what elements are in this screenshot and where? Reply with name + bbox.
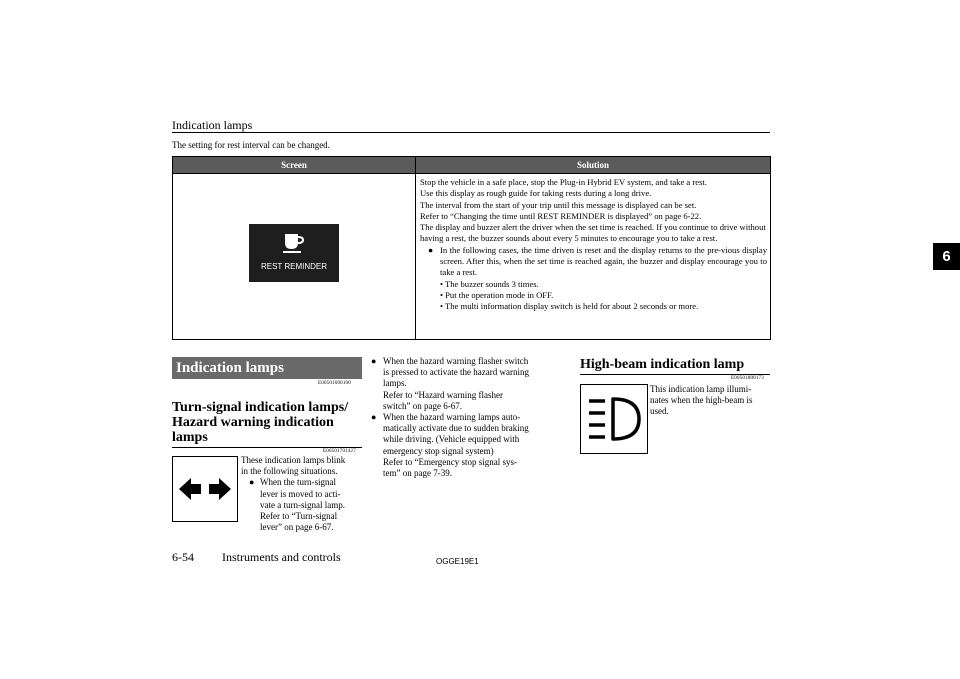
bullet-dot-icon: ●: [371, 412, 377, 423]
bullet-dot-icon: ●: [371, 356, 377, 366]
text-line: When the hazard warning lamps auto-: [383, 412, 521, 423]
solution-paragraph: Stop the vehicle in a safe place, stop the Plug-in Hybrid EV system, and take a rest.: [420, 177, 707, 187]
hazard-bullet: [371, 412, 567, 479]
text-line: This indication lamp illumi-: [650, 384, 752, 394]
text-line: lamps.: [383, 378, 407, 389]
high-beam-headlamp-icon: [581, 385, 647, 453]
text-line: is pressed to activate the hazard warning: [383, 367, 529, 378]
column-header-solution: Solution: [416, 157, 771, 174]
solution-cell: [416, 174, 771, 340]
rest-reminder-label: REST REMINDER: [260, 262, 328, 271]
page-number: 6-54: [172, 550, 194, 564]
solution-paragraph: Use this display as rough guide for taking rests during a long drive.: [420, 188, 652, 199]
solution-paragraph: Refer to “Changing the time until REST REMINDER is displayed” on page 6-22.: [420, 210, 702, 221]
solution-paragraph: The interval from the start of your trip until this message is displayed can be set.: [420, 199, 697, 210]
coffee-cup-icon: [282, 230, 306, 258]
text-line: Refer to “Emergency stop signal sys-: [383, 456, 518, 467]
solution-paragraph: The display and buzzer alert the driver when the set time is reached. If you continue to drive without having a rest, the buzzer sounds about every 5 minutes to encourage you to take a rest.: [420, 222, 766, 244]
text-line: used.: [650, 406, 669, 417]
heading-rule: [580, 374, 770, 375]
high-beam-heading: High-beam indication lamp: [580, 357, 745, 372]
rest-reminder-display: [249, 224, 339, 282]
turn-signal-heading: [172, 400, 348, 445]
column-header-screen: Screen: [173, 157, 416, 174]
heading-rule: [172, 447, 362, 448]
running-header: Indication lamps: [172, 118, 253, 132]
section-code: E00501600100: [318, 381, 351, 386]
turn-signal-icon-box: [172, 456, 238, 522]
text-line: switch” on page 6-67.: [383, 400, 462, 411]
heading-line: Hazard warning indication: [172, 415, 334, 430]
text-line: while driving. (Vehicle equipped with: [383, 434, 520, 445]
text-line: When the hazard warning flasher switch: [383, 356, 529, 366]
rest-reminder-table: [172, 156, 771, 340]
high-beam-icon-box: [580, 384, 648, 454]
text-line: These indication lamps blink: [241, 455, 346, 465]
turn-signal-bullet: [241, 477, 363, 533]
bullet-dot-icon: ●: [249, 477, 255, 488]
text-line: lever is moved to acti-: [260, 488, 341, 499]
text-line: Refer to “Turn-signal: [260, 511, 338, 522]
solution-sub-item: • Put the operation mode in OFF.: [440, 289, 554, 300]
footer-section-title: Instruments and controls: [222, 550, 341, 564]
high-beam-text: [650, 384, 771, 418]
bullet-dot-icon: ●: [428, 244, 434, 255]
heading-line: lamps: [172, 430, 208, 445]
solution-bullet-text: In the following cases, the time driven is reset and the display returns to the pre-vious display screen. After this, when the set time is reached again, the buzzer and display encourage you to take a rest.: [440, 244, 767, 278]
text-line: When the turn-signal: [260, 477, 336, 488]
solution-sub-item: • The buzzer sounds 3 times.: [440, 278, 539, 289]
text-line: emergency stop signal system): [383, 445, 494, 456]
document-code: OGGE19E1: [436, 557, 479, 566]
turn-signal-arrows-icon: [173, 457, 237, 521]
text-line: vate a turn-signal lamp.: [260, 499, 345, 510]
text-line: in the following situations.: [241, 466, 338, 477]
text-line: Refer to “Hazard warning flasher: [383, 389, 503, 400]
text-line: lever” on page 6-67.: [260, 522, 334, 533]
heading-line: Turn-signal indication lamps/: [172, 400, 349, 415]
solution-bullet: [420, 245, 767, 279]
turn-signal-text: [241, 455, 363, 533]
screen-cell: [173, 174, 416, 340]
intro-text: The setting for rest interval can be changed.: [172, 140, 330, 150]
header-rule: [172, 132, 770, 133]
high-beam-code: E00501800173: [731, 376, 764, 381]
turn-signal-code: E00501701427: [323, 449, 356, 454]
solution-sub-item: • The multi information display switch is held for about 2 seconds or more.: [440, 301, 699, 312]
hazard-text: [371, 356, 567, 479]
hazard-bullet: [371, 356, 567, 412]
section-title-bar: Indication lamps: [172, 357, 362, 379]
text-line: nates when the high-beam is: [650, 395, 753, 406]
chapter-tab: 6: [933, 243, 960, 270]
text-line: tem” on page 7-39.: [383, 468, 452, 479]
text-line: matically activate due to sudden braking: [383, 423, 529, 434]
